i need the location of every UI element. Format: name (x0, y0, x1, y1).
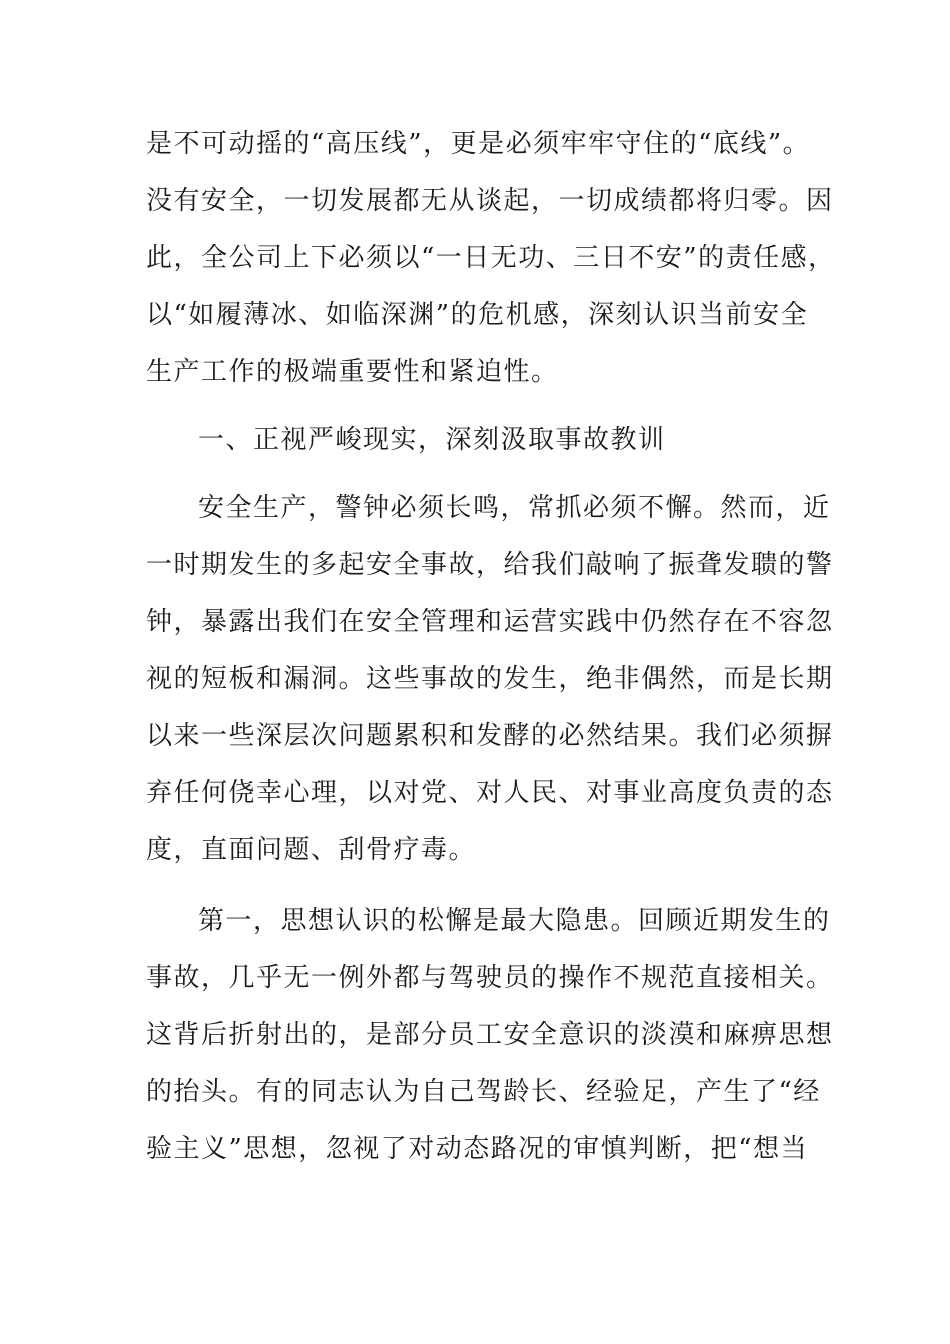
paragraph-line: 这背后折射出的，是部分员工安全意识的淡漠和麻痹思想 (146, 1020, 834, 1050)
paragraph-line: 第一，思想认识的松懈是最大隐患。回顾近期发生的 (198, 906, 831, 936)
paragraph-3 (146, 893, 834, 1178)
paragraph-2 (146, 480, 834, 879)
paragraph-line: 验主义”思想，忽视了对动态路况的审慎判断，把“想当 (146, 1134, 809, 1164)
paragraph-line: 一时期发生的多起安全事故，给我们敲响了振聋发聩的警 (146, 550, 834, 580)
paragraph-line: 弃任何侥幸心理，以对党、对人民、对事业高度负责的态 (146, 778, 834, 808)
paragraph-line: 的抬头。有的同志认为自己驾龄长、经验足，产生了“经 (146, 1077, 821, 1107)
paragraph-line: 视的短板和漏洞。这些事故的发生，绝非偶然，而是长期 (146, 664, 834, 694)
paragraph-line: 是不可动摇的“高压线”，更是必须牢牢守住的“底线”。 (146, 129, 811, 159)
section-heading-text: 一、正视严峻现实，深刻汲取事故教训 (198, 425, 666, 455)
paragraph-line: 没有安全，一切发展都无从谈起，一切成绩都将归零。因 (146, 186, 834, 216)
paragraph-line: 度，直面问题、刮骨疗毒。 (146, 835, 477, 865)
paragraph-line: 钟，暴露出我们在安全管理和运营实践中仍然存在不容忽 (146, 607, 834, 637)
paragraph-line: 事故，几乎无一例外都与驾驶员的操作不规范直接相关。 (146, 963, 834, 993)
paragraph-1 (146, 116, 836, 401)
paragraph-line: 生产工作的极端重要性和紧迫性。 (146, 357, 559, 387)
paragraph-line: 此，全公司上下必须以“一日无功、三日不安”的责任感， (146, 243, 836, 273)
paragraph-line: 安全生产，警钟必须长鸣，常抓必须不懈。然而，近 (198, 493, 831, 523)
paragraph-line: 以来一些深层次问题累积和发酵的必然结果。我们必须摒 (146, 721, 834, 751)
paragraph-line: 以“如履薄冰、如临深渊”的危机感，深刻认识当前安全 (146, 300, 809, 330)
section-heading (146, 412, 806, 469)
